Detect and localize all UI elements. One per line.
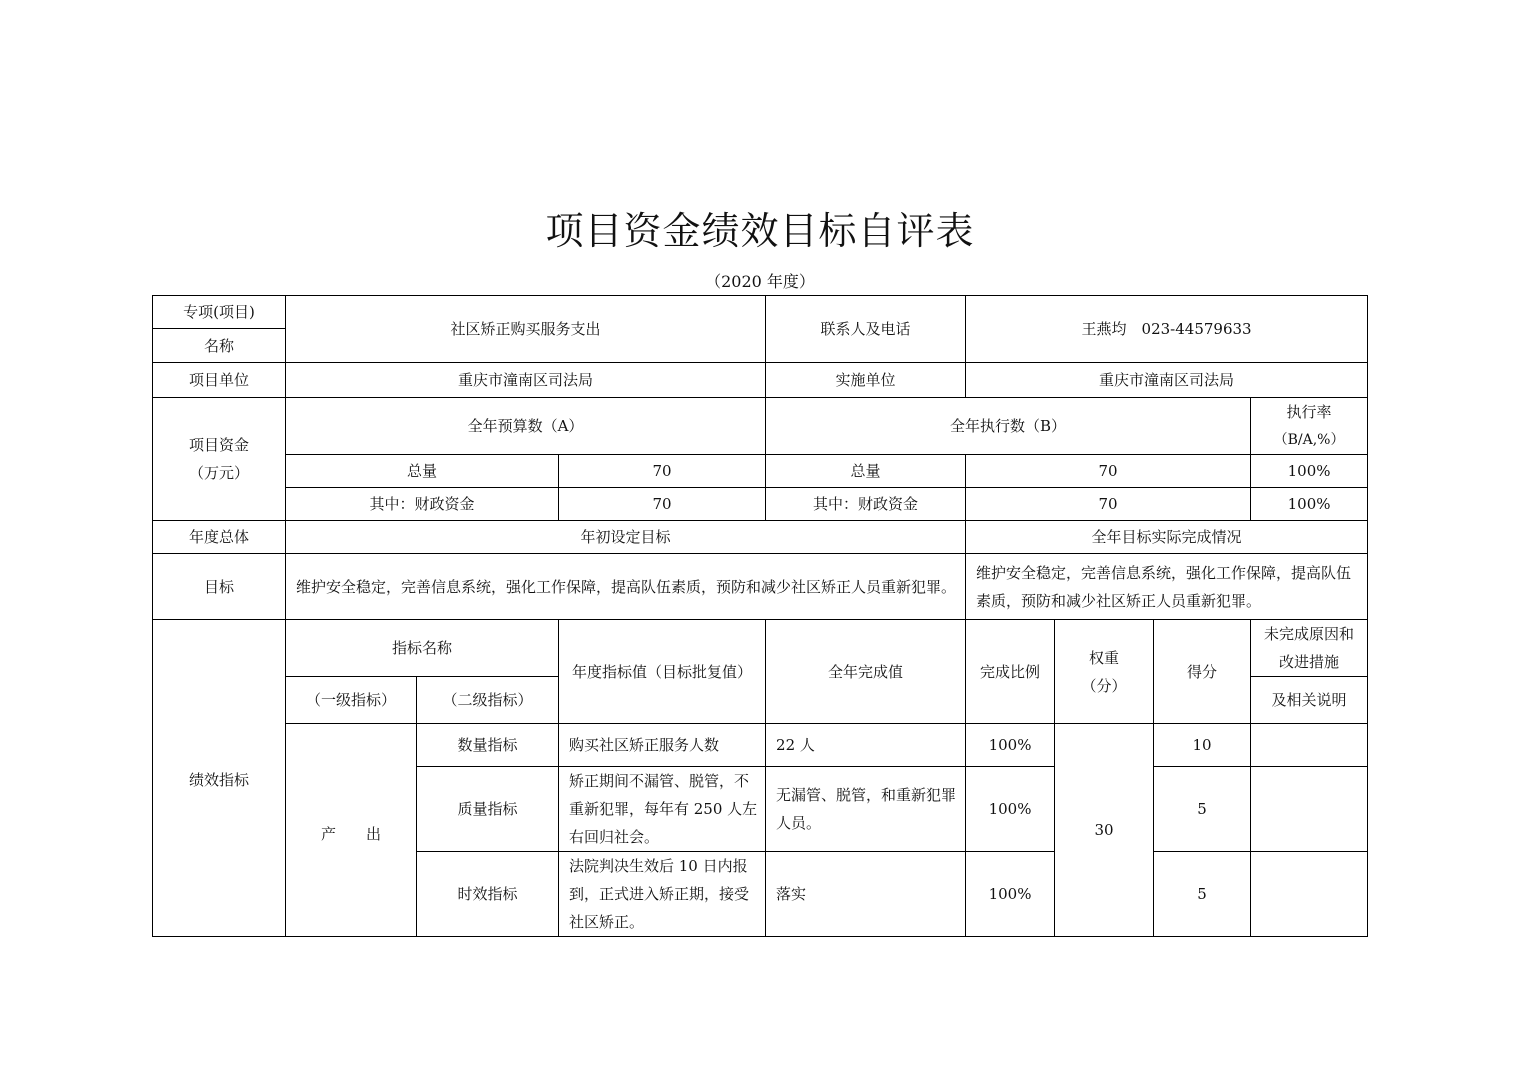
row-quality-level2: 质量指标: [417, 767, 559, 852]
fund-total-label-b: 总量: [766, 455, 966, 488]
goals-set-header: 年初设定目标: [286, 521, 966, 554]
row-quality-actual: 无漏管、脱管，和重新犯罪人员。: [766, 767, 966, 852]
row-quantity-level2: 数量指标: [417, 724, 559, 767]
unit-label: 项目单位: [153, 363, 286, 398]
contact-value: 王燕均 023-44579633: [966, 296, 1368, 363]
row-quality-target: 矫正期间不漏管、脱管，不重新犯罪，每年有 250 人左右回归社会。: [559, 767, 766, 852]
indicators-label: 绩效指标: [153, 620, 286, 937]
year-subtitle: （2020 年度）: [705, 272, 815, 291]
goals-set-text: 维护安全稳定，完善信息系统，强化工作保障，提高队伍素质，预防和减少社区矫正人员重新犯罪。: [286, 554, 966, 620]
row-timeliness-actual: 落实: [766, 852, 966, 937]
fund-fiscal-value-b: 70: [966, 488, 1251, 521]
indicator-name-header: 指标名称: [286, 620, 559, 677]
row-timeliness-level2: 时效指标: [417, 852, 559, 937]
unit-value: 重庆市潼南区司法局: [286, 363, 766, 398]
score-header: 得分: [1154, 620, 1251, 724]
fund-fiscal-label-a: 其中：财政资金: [286, 488, 559, 521]
fund-total-value-b: 70: [966, 455, 1251, 488]
project-name-label-2: 名称: [153, 329, 286, 363]
page-title: 项目资金绩效目标自评表: [545, 209, 975, 253]
actual-header: 全年完成值: [766, 620, 966, 724]
ratio-header: 完成比例: [966, 620, 1055, 724]
fund-fiscal-value-a: 70: [559, 488, 766, 521]
contact-label: 联系人及电话: [766, 296, 966, 363]
row-quality-note: [1251, 767, 1368, 852]
level1-output: 产 出: [286, 724, 417, 937]
evaluation-table: [152, 295, 1368, 937]
goals-actual-text: 维护安全稳定，完善信息系统，强化工作保障，提高队伍素质，预防和减少社区矫正人员重新犯罪。: [966, 554, 1368, 620]
fund-fiscal-label-b: 其中：财政资金: [766, 488, 966, 521]
budget-header: 全年预算数（A）: [286, 398, 766, 455]
row-timeliness-ratio: 100%: [966, 852, 1055, 937]
rate-header-line1: 执行率: [1286, 403, 1332, 421]
impl-value: 重庆市潼南区司法局: [966, 363, 1368, 398]
impl-label: 实施单位: [766, 363, 966, 398]
fund-total-rate: 100%: [1251, 455, 1368, 488]
row-quantity-score: 10: [1154, 724, 1251, 767]
fund-total-label-a: 总量: [286, 455, 559, 488]
row-quantity-note: [1251, 724, 1368, 767]
row-quantity-actual: 22 人: [766, 724, 966, 767]
reason-header-line3: 及相关说明: [1251, 677, 1368, 724]
goals-label-line2: 目标: [153, 554, 286, 620]
reason-header-line1: 未完成原因和: [1264, 625, 1355, 643]
project-name-label-1: 专项(项目): [153, 296, 286, 329]
row-quality-ratio: 100%: [966, 767, 1055, 852]
row-quantity-ratio: 100%: [966, 724, 1055, 767]
level1-header: （一级指标）: [286, 677, 417, 724]
funds-label-line1: 项目资金: [188, 436, 249, 454]
goals-actual-header: 全年目标实际完成情况: [966, 521, 1368, 554]
goals-label-line1: 年度总体: [153, 521, 286, 554]
weight-header: [1055, 620, 1154, 724]
target-header: 年度指标值（目标批复值）: [559, 620, 766, 724]
funds-label-line2: （万元）: [188, 464, 249, 482]
row-timeliness-target: 法院判决生效后 10 日内报到，正式进入矫正期，接受社区矫正。: [559, 852, 766, 937]
funds-label: [153, 398, 286, 521]
row-timeliness-note: [1251, 852, 1368, 937]
reason-header-line2: 改进措施: [1279, 653, 1340, 671]
row-timeliness-score: 5: [1154, 852, 1251, 937]
rate-header-line2: （B/A,%）: [1273, 432, 1345, 448]
reason-header: [1251, 620, 1368, 677]
level2-header: （二级指标）: [417, 677, 559, 724]
project-name-value: 社区矫正购买服务支出: [286, 296, 766, 363]
rate-header: [1251, 398, 1368, 455]
row-quantity-target: 购买社区矫正服务人数: [559, 724, 766, 767]
weight-header-line2: （分）: [1081, 676, 1127, 695]
weight-header-line1: 权重: [1089, 648, 1120, 667]
row-quality-score: 5: [1154, 767, 1251, 852]
fund-fiscal-rate: 100%: [1251, 488, 1368, 521]
fund-total-value-a: 70: [559, 455, 766, 488]
exec-header: 全年执行数（B）: [766, 398, 1251, 455]
output-weight: 30: [1055, 724, 1154, 937]
